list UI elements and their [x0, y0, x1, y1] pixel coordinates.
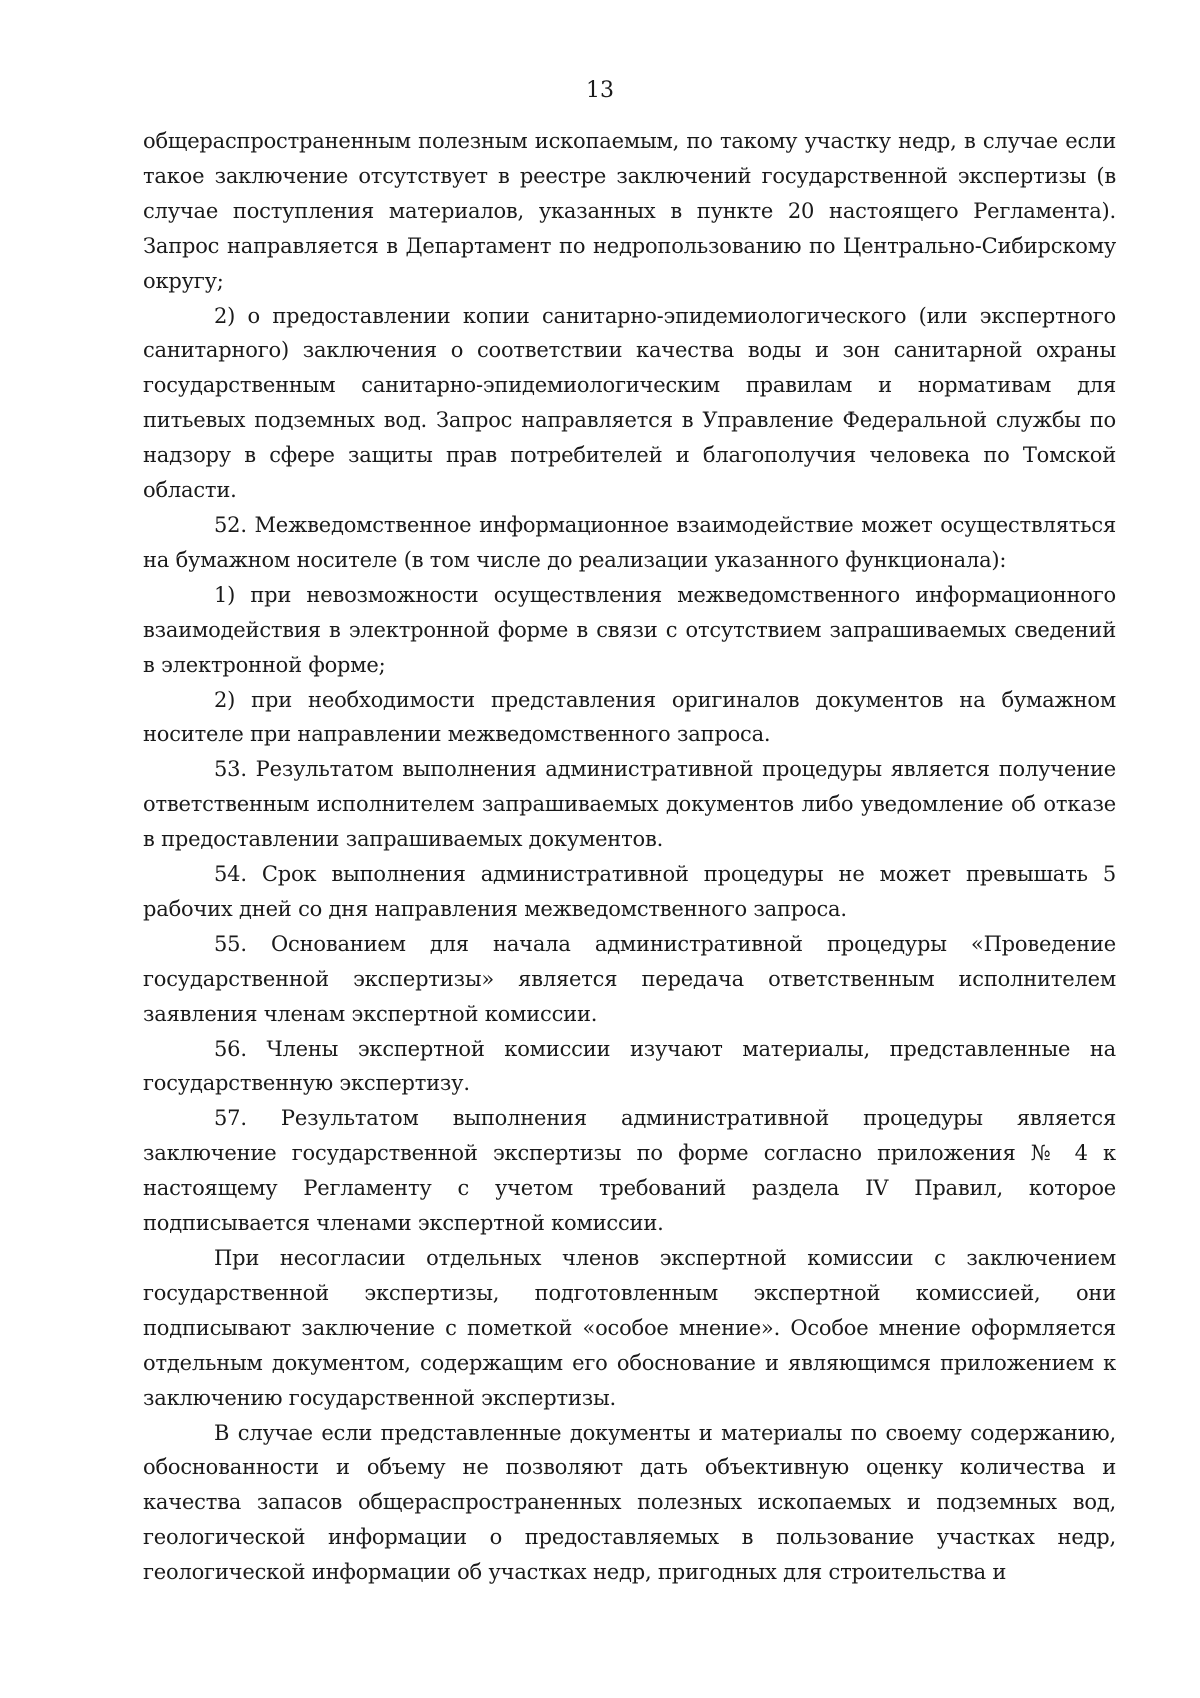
paragraph-continuation: общераспространенным полезным ископаемым, по такому участку недр, в случае если такое заключение отсутствует в реестре заключений государственной экспертизы (в случае поступления материалов, указанных в пункте 20 настоящего Регламента). Запрос направляется в Департамент по недропользованию по Центрально-Сибирскому округу; — [143, 129, 1116, 293]
paragraph-53: 53. Результатом выполнения административной процедуры является получение ответственным исполнителем запрашиваемых документов либо уведомление об отказе в предоставлении запрашиваемых документов. — [143, 757, 1116, 852]
document-body — [143, 124, 1116, 1590]
paragraph-56: 56. Члены экспертной комиссии изучают материалы, представленные на государственную экспертизу. — [143, 1036, 1116, 1096]
paragraph-55: 55. Основанием для начала административной процедуры «Проведение государственной экспертизы» является передача ответственным исполнителем заявления членам экспертной комиссии. — [143, 931, 1116, 1026]
paragraph-52-item-2: 2) при необходимости представления оригиналов документов на бумажном носителе при направлении межведомственного запроса. — [143, 687, 1116, 747]
paragraph-57: 57. Результатом выполнения административной процедуры является заключение государственной экспертизы по форме согласно приложения № 4 к настоящему Регламенту с учетом требований раздела IV Правил, которое подписывается членами экспертной комиссии. — [143, 1106, 1116, 1236]
paragraph-52: 52. Межведомственное информационное взаимодействие может осуществляться на бумажном носителе (в том числе до реализации указанного функционала): — [143, 512, 1116, 572]
page-number: 13 — [586, 78, 614, 103]
paragraph-54: 54. Срок выполнения административной процедуры не может превышать 5 рабочих дней со дня направления межведомственного запроса. — [143, 862, 1116, 921]
paragraph-item-2-sanitary: 2) о предоставлении копии санитарно-эпидемиологического (или экспертного санитарного) заключения о соответствии качества воды и зон санитарной охраны государственным санитарно-эпидемиологическим правилам и нормативам для питьевых подземных вод. Запрос направляется в Управление Федеральной службы по надзору в сфере защиты прав потребителей и благополучия человека по Томской области. — [143, 303, 1116, 503]
paragraph-dissent: При несогласии отдельных членов экспертной комиссии с заключением государственной экспертизы, подготовленным экспертной комиссией, они подписывают заключение с пометкой «особое мнение». Особое мнение оформляется отдельным документом, содержащим его обоснование и являющимся приложением к заключению государственной экспертизы. — [143, 1246, 1116, 1410]
paragraph-insufficient-materials: В случае если представленные документы и материалы по своему содержанию, обоснованности и объему не позволяют дать объективную оценку количества и качества запасов общераспространенных полезных ископаемых и подземных вод, геологической информации о предоставляемых в пользование участках недр, геологической информации об участках недр, пригодных для строительства и — [143, 1420, 1116, 1585]
paragraph-52-item-1: 1) при невозможности осуществления межведомственного информационного взаимодействия в электронной форме в связи с отсутствием запрашиваемых сведений в электронной форме; — [143, 582, 1116, 677]
